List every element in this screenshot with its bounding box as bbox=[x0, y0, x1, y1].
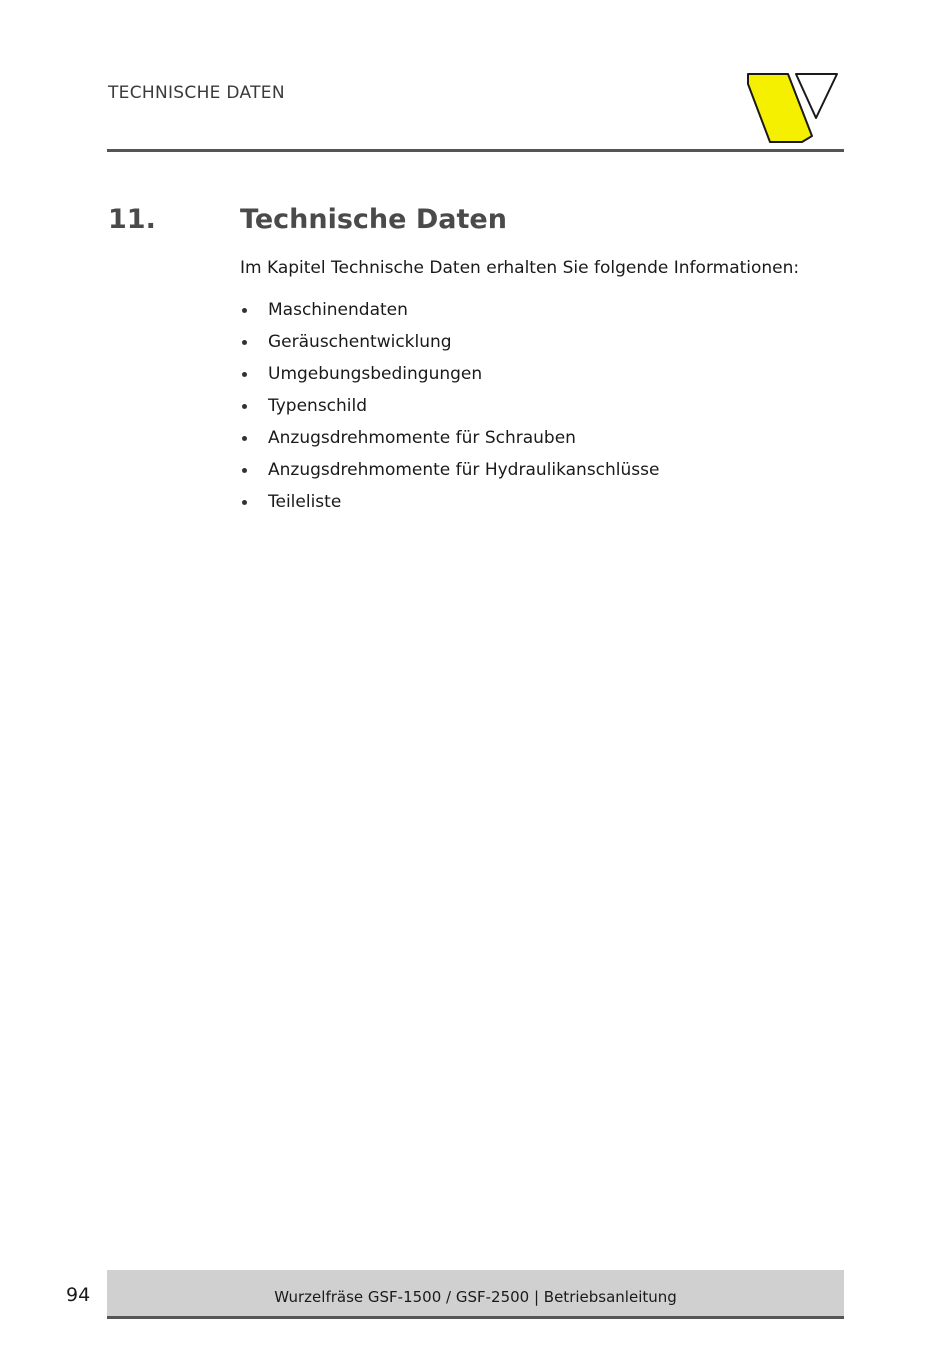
company-logo-icon bbox=[742, 68, 842, 148]
chapter-title: Technische Daten bbox=[240, 204, 507, 235]
footer-divider bbox=[107, 1316, 844, 1319]
bullet-icon bbox=[242, 500, 247, 505]
chapter-number: 11. bbox=[108, 204, 156, 235]
page-number: 94 bbox=[66, 1284, 91, 1306]
bullet-icon bbox=[242, 308, 247, 313]
list-item-text: Umgebungsbedingungen bbox=[268, 364, 483, 384]
bullet-icon bbox=[242, 436, 247, 441]
bullet-icon bbox=[242, 372, 247, 377]
header-divider bbox=[107, 149, 844, 152]
list-item-text: Anzugsdrehmomente für Schrauben bbox=[268, 428, 576, 448]
chapter-intro: Im Kapitel Technische Daten erhalten Sie folgende Informationen: bbox=[240, 258, 800, 278]
list-item-text: Teileliste bbox=[268, 492, 342, 512]
list-item-text: Anzugsdrehmomente für Hydraulikanschlüsse bbox=[268, 460, 660, 480]
bullet-icon bbox=[242, 404, 247, 409]
bullet-icon bbox=[242, 340, 247, 345]
list-item-text: Geräuschentwicklung bbox=[268, 332, 452, 352]
list-item-text: Typenschild bbox=[268, 396, 368, 416]
footer-bar bbox=[107, 1270, 844, 1316]
footer-text: Wurzelfräse GSF-1500 / GSF-2500 | Betriebsanleitung bbox=[274, 1288, 677, 1306]
bullet-icon bbox=[242, 468, 247, 473]
header-section-title: TECHNISCHE DATEN bbox=[108, 83, 285, 103]
list-item-text: Maschinendaten bbox=[268, 300, 408, 320]
